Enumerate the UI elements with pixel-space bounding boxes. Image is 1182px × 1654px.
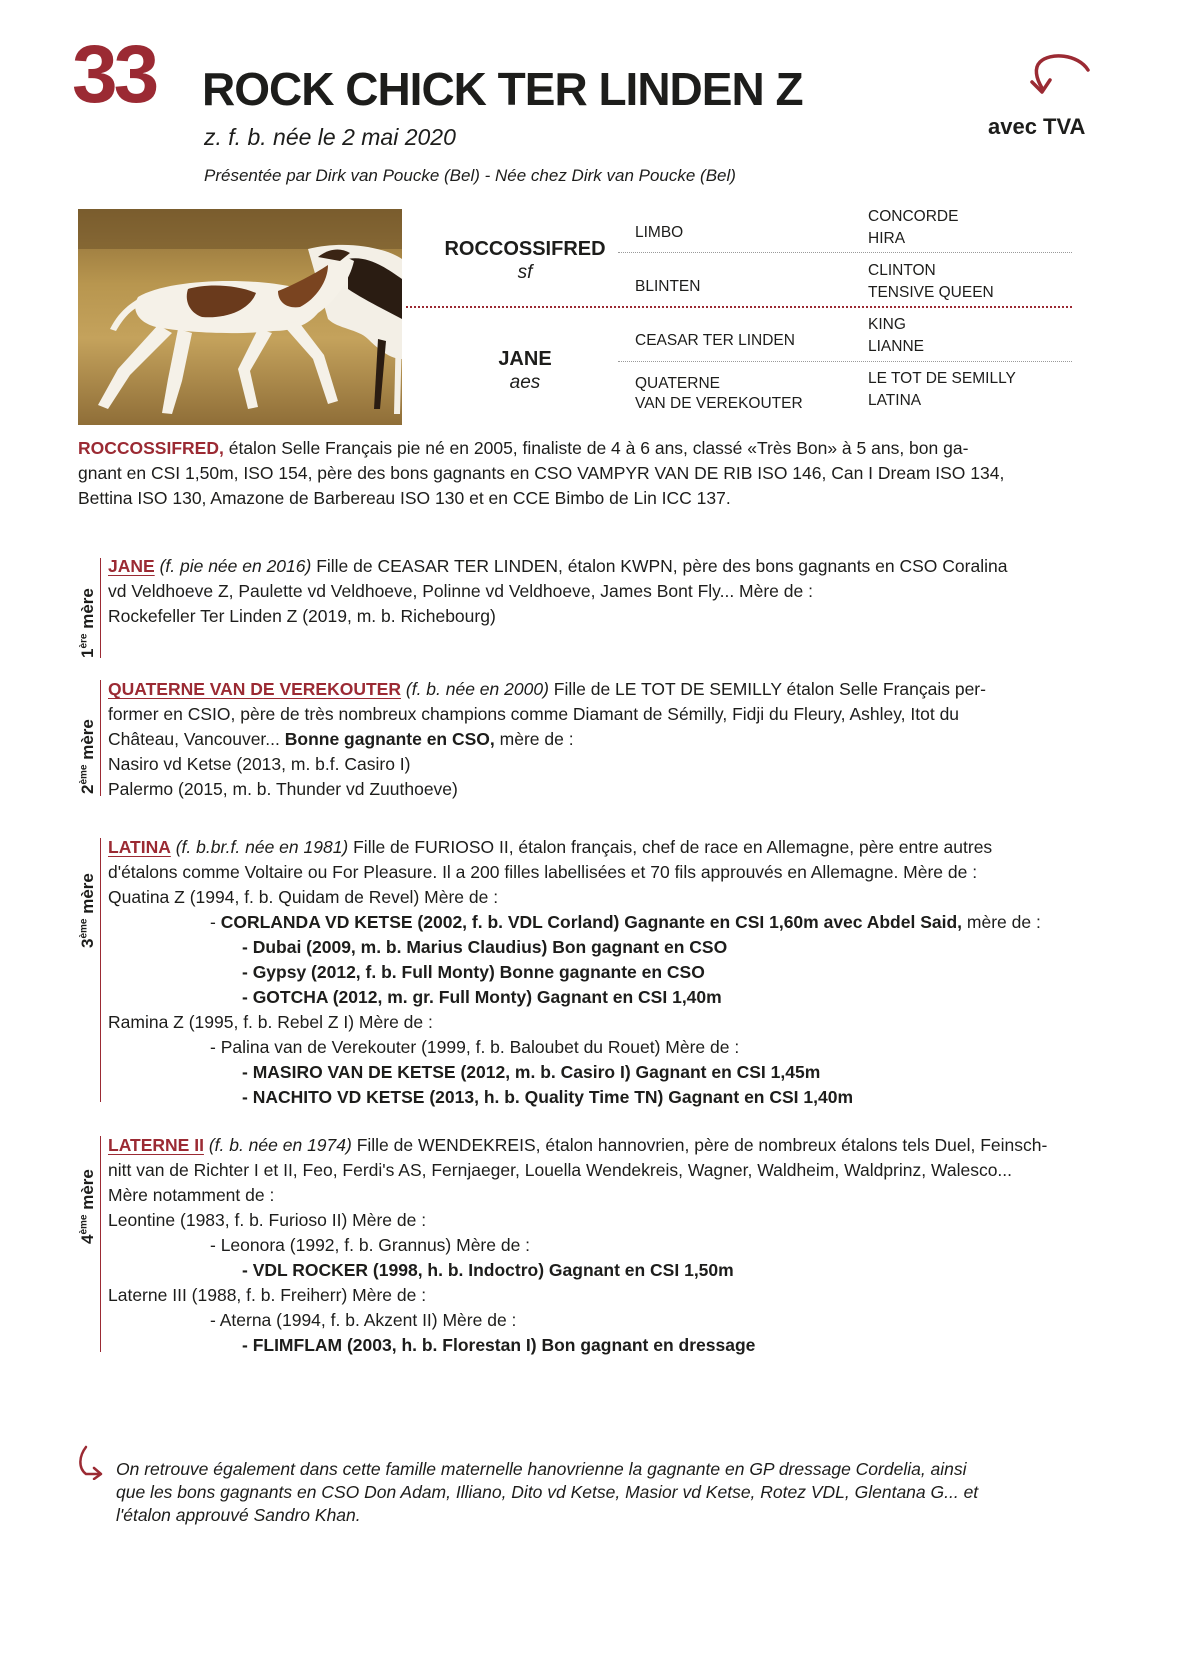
lot-number: 33 xyxy=(72,29,156,120)
pedigree-dss: KING xyxy=(868,316,906,333)
m4-line-bold: - VDL ROCKER (1998, h. b. Indoctro) Gagnant en CSI 1,50m xyxy=(242,1260,734,1280)
footnote-line: que les bons gagnants en CSO Don Adam, Illiano, Dito vd Ketse, Masior vd Ketse, Rotez VDL, Glentana G... et xyxy=(116,1482,979,1502)
pedigree-divider-sire xyxy=(618,252,1072,253)
m4-line-bold: - FLIMFLAM (2003, h. b. Florestan I) Bon gagnant en dressage xyxy=(242,1335,756,1355)
section-line-m2 xyxy=(100,680,101,796)
side-label-m4: 4ème mère xyxy=(78,1169,97,1244)
horse-photo xyxy=(78,209,402,425)
pedigree-sss: CONCORDE xyxy=(868,208,959,225)
side-label-m3: 3ème mère xyxy=(78,873,97,948)
m3-line: mère de : xyxy=(962,912,1041,932)
pedigree-ds: CEASAR TER LINDEN xyxy=(635,332,795,349)
m2-line: Fille de LE TOT DE SEMILLY étalon Selle Français per- xyxy=(548,679,986,699)
m3-line-bold: - NACHITO VD KETSE (2013, h. b. Quality Time TN) Gagnant en CSI 1,40m xyxy=(242,1087,854,1107)
pedigree-sdd: TENSIVE QUEEN xyxy=(868,284,994,301)
pedigree-ssd: HIRA xyxy=(868,230,906,247)
m3-line: - Palina van de Verekouter (1999, f. b. Baloubet du Rouet) Mère de : xyxy=(210,1037,740,1057)
m1-line: Rockefeller Ter Linden Z (2019, m. b. Richebourg) xyxy=(108,606,496,626)
pedigree-sire: ROCCOSSIFRED xyxy=(444,238,606,260)
m4-line: Fille de WENDEKREIS, étalon hannovrien, père de nombreux étalons tels Duel, Feinsch- xyxy=(351,1135,1048,1155)
footnote xyxy=(116,1458,1104,1527)
sire-description xyxy=(78,436,1078,511)
m1-line: Fille de CEASAR TER LINDEN, étalon KWPN, père des bons gagnants en CSO Coralina xyxy=(311,556,1008,576)
m3-line-bold: - GOTCHA (2012, m. gr. Full Monty) Gagnant en CSI 1,40m xyxy=(242,987,722,1007)
m3-line-bold: - Gypsy (2012, f. b. Full Monty) Bonne gagnante en CSO xyxy=(242,962,705,982)
pedigree-divider-dam xyxy=(618,361,1072,362)
pedigree-dd-line2: VAN DE VEREKOUTER xyxy=(635,395,803,412)
side-label-m2: 2ème mère xyxy=(78,719,97,794)
m3-line-bold: - Dubai (2009, m. b. Marius Claudius) Bon gagnant en CSO xyxy=(242,937,728,957)
sire-line-3: Bettina ISO 130, Amazone de Barbereau ISO 130 et en CCE Bimbo de Lin ICC 137. xyxy=(78,488,731,508)
pedigree-sd: BLINTEN xyxy=(635,278,701,295)
m2-name: QUATERNE VAN DE VEREKOUTER xyxy=(108,679,401,699)
m3-line: Quatina Z (1994, f. b. Quidam de Revel) Mère de : xyxy=(108,887,499,907)
pedigree-ss: LIMBO xyxy=(635,224,684,241)
section-m2 xyxy=(108,677,1078,802)
pedigree-sds: CLINTON xyxy=(868,262,936,279)
m4-line: nitt van de Richter I et II, Feo, Ferdi's AS, Fernjaeger, Louella Wendekreis, Wagner, Waldheim, Waldprinz, Walesco... xyxy=(108,1160,1013,1180)
m2-info: (f. b. née en 2000) xyxy=(405,679,549,699)
pedigree-sire-breed: sf xyxy=(517,262,533,283)
m4-line: - Leonora (1992, f. b. Grannus) Mère de : xyxy=(210,1235,531,1255)
section-line-m3 xyxy=(100,838,101,1102)
pedigree-dam-breed: aes xyxy=(509,372,541,393)
m2-line-bold: Bonne gagnante en CSO, xyxy=(284,729,495,749)
m4-line: Mère notamment de : xyxy=(108,1185,275,1205)
m1-info: (f. pie née en 2016) xyxy=(159,556,312,576)
section-m3 xyxy=(108,835,1078,1110)
m4-line: Laterne III (1988, f. b. Freiherr) Mère de : xyxy=(108,1285,427,1305)
m3-line: Fille de FURIOSO II, étalon français, chef de race en Allemagne, père entre autres xyxy=(348,837,993,857)
curved-arrow-icon xyxy=(1022,48,1092,108)
m3-line: - xyxy=(210,912,221,932)
pedigree-dd-line1: QUATERNE xyxy=(635,375,720,392)
m2-line: Nasiro vd Ketse (2013, m. b.f. Casiro I) xyxy=(108,754,411,774)
m3-line-bold: - MASIRO VAN DE KETSE (2012, m. b. Casiro I) Gagnant en CSI 1,45m xyxy=(242,1062,821,1082)
m4-line: - Aterna (1994, f. b. Akzent II) Mère de : xyxy=(210,1310,517,1330)
turn-arrow-icon xyxy=(76,1444,106,1480)
horse-name: ROCK CHICK TER LINDEN Z xyxy=(202,63,803,115)
m2-line: former en CSIO, père de très nombreux champions comme Diamant de Sémilly, Fidji du Fleury, Ashley, Itot du xyxy=(108,704,960,724)
sire-line-1: étalon Selle Français pie né en 2005, finaliste de 4 à 6 ans, classé «Très Bon» à 5 ans, bon ga- xyxy=(223,438,969,458)
tva-label: avec TVA xyxy=(988,114,1086,139)
m3-line: d'étalons comme Voltaire ou For Pleasure. Il a 200 filles labellisées et 70 fils approuvés en Allemagne. Mère de : xyxy=(108,862,978,882)
m3-line-bold: CORLANDA VD KETSE (2002, f. b. VDL Corland) Gagnante en CSI 1,60m avec Abdel Said, xyxy=(220,912,963,932)
pedigree-divider xyxy=(406,306,1072,308)
m3-line: Ramina Z (1995, f. b. Rebel Z I) Mère de : xyxy=(108,1012,433,1032)
pedigree-dsd: LIANNE xyxy=(868,338,924,355)
footnote-line: On retrouve également dans cette famille maternelle hanovrienne la gagnante en GP dressage Cordelia, ainsi xyxy=(116,1459,967,1479)
m4-line: Leontine (1983, f. b. Furioso II) Mère de : xyxy=(108,1210,427,1230)
side-label-m1: 1ère mère xyxy=(78,588,97,658)
m2-line: mère de : xyxy=(494,729,574,749)
section-m4 xyxy=(108,1133,1078,1358)
sire-name: ROCCOSSIFRED, xyxy=(78,438,224,458)
section-line-m4 xyxy=(100,1136,101,1352)
m3-info: (f. b.br.f. née en 1981) xyxy=(175,837,349,857)
m2-line: Palermo (2015, m. b. Thunder vd Zuuthoeve) xyxy=(108,779,458,799)
m4-info: (f. b. née en 1974) xyxy=(208,1135,352,1155)
pedigree-dam: JANE xyxy=(498,348,552,370)
section-line-m1 xyxy=(100,558,101,658)
pedigree-ddd: LATINA xyxy=(868,392,922,409)
m3-name: LATINA xyxy=(108,837,171,857)
footnote-line: l'étalon approuvé Sandro Khan. xyxy=(116,1505,361,1525)
sire-line-2: gnant en CSI 1,50m, ISO 154, père des bons gagnants en CSO VAMPYR VAN DE RIB ISO 146, Can I Dream ISO 134, xyxy=(78,463,1005,483)
m1-name: JANE xyxy=(108,556,155,576)
horse-subline: z. f. b. née le 2 mai 2020 xyxy=(204,124,456,150)
pedigree-dds: LE TOT DE SEMILLY xyxy=(868,370,1016,387)
section-m1 xyxy=(108,554,1078,629)
m4-name: LATERNE II xyxy=(108,1135,204,1155)
presented-by: Présentée par Dirk van Poucke (Bel) - Née chez Dirk van Poucke (Bel) xyxy=(204,166,736,185)
m2-line: Château, Vancouver... xyxy=(108,729,285,749)
m1-line: vd Veldhoeve Z, Paulette vd Veldhoeve, Polinne vd Veldhoeve, James Bont Fly... Mère de : xyxy=(108,581,813,601)
